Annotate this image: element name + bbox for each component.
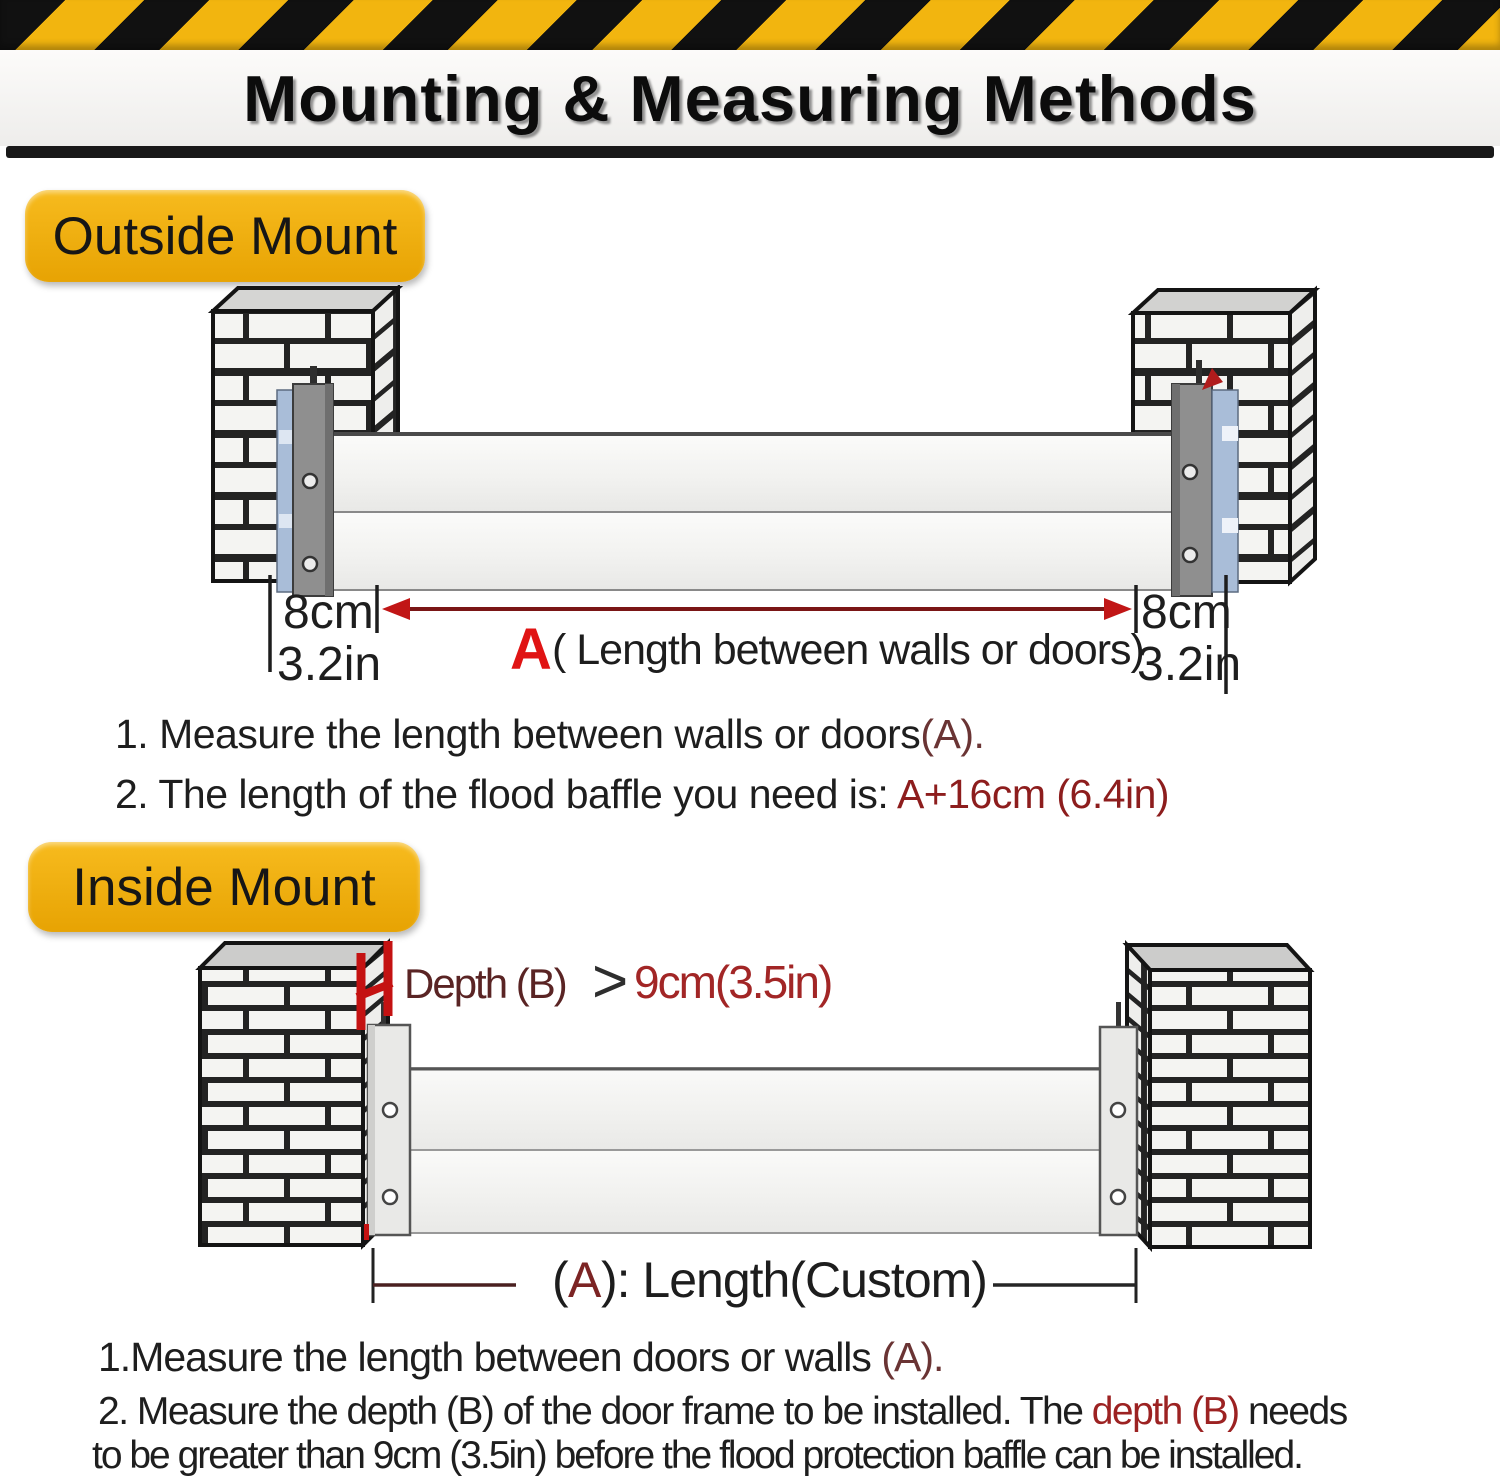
outside-step-1: 1. Measure the length between walls or doors(A). — [115, 711, 985, 757]
length-label-a: A — [568, 1252, 602, 1308]
dim-8cm-right: 8cm — [1141, 586, 1232, 639]
outside-step-2: 2. The length of the flood baffle you need is: A+16cm (6.4in) — [115, 770, 1170, 817]
mounting-bracket-right — [1172, 360, 1238, 596]
arrowhead-right-icon — [1104, 598, 1132, 620]
channel-bracket-left — [368, 1002, 410, 1235]
screw-hole — [303, 557, 317, 571]
inside-mount-badge — [28, 842, 420, 932]
screw-hole — [383, 1103, 397, 1117]
depth-label: Depth (B) — [404, 960, 566, 1007]
channel-bracket-right — [1100, 1002, 1137, 1235]
screw-hole — [1183, 548, 1197, 562]
seal-strip — [1212, 390, 1238, 592]
outside-mount-steps — [115, 712, 1169, 818]
dim-8cm-left: 8cm — [283, 586, 374, 639]
length-label-text: ): Length(Custom) — [601, 1252, 987, 1308]
outside-mount-diagram — [0, 285, 1500, 705]
dim-3-2in-left: 3.2in — [277, 638, 382, 691]
span-label-text: ( Length between walls or doors) — [552, 626, 1144, 674]
length-dimension — [373, 1248, 1136, 1308]
page-title: Mounting & Measuring Methods — [243, 61, 1257, 135]
dim-3-2in-right: 3.2in — [1137, 638, 1242, 691]
title-banner — [0, 50, 1500, 146]
hazard-stripe-banner — [0, 0, 1500, 50]
screw-hole — [1183, 465, 1197, 479]
span-label-a: A — [510, 617, 552, 682]
depth-note — [404, 947, 831, 1016]
seal-strip — [277, 390, 293, 592]
outside-mount-badge-label: Outside Mount — [52, 206, 398, 266]
brick-pillar-right — [1127, 945, 1310, 1247]
mounting-bracket-left — [277, 366, 333, 596]
inside-mount-badge-label: Inside Mount — [72, 857, 376, 917]
inside-mount-diagram — [0, 935, 1500, 1330]
bracket-pin — [1116, 1002, 1121, 1027]
outside-mount-badge — [25, 190, 425, 282]
flood-barrier-panels — [410, 1068, 1100, 1233]
flood-barrier-panels — [333, 433, 1172, 590]
inside-step-1: 1.Measure the length between doors or walls (A). — [98, 1334, 944, 1380]
dimension-annotation — [270, 575, 1241, 694]
screw-hole — [383, 1190, 397, 1204]
length-label-open: ( — [552, 1252, 569, 1308]
bracket-pin — [1196, 360, 1202, 386]
inside-step-3: to be greater than 9cm (3.5in) before the flood protection baffle can be installed. — [92, 1434, 1302, 1477]
inside-step-2: 2. Measure the depth (B) of the door frame to be installed. The depth (B) needs — [98, 1390, 1347, 1433]
divider-bar — [6, 146, 1494, 158]
screw-hole — [1111, 1103, 1125, 1117]
screw-hole — [303, 474, 317, 488]
arrowhead-left-icon — [382, 598, 410, 620]
greater-than-sign: > — [592, 947, 629, 1016]
depth-value: 9cm(3.5in) — [634, 956, 832, 1008]
screw-hole — [1111, 1190, 1125, 1204]
